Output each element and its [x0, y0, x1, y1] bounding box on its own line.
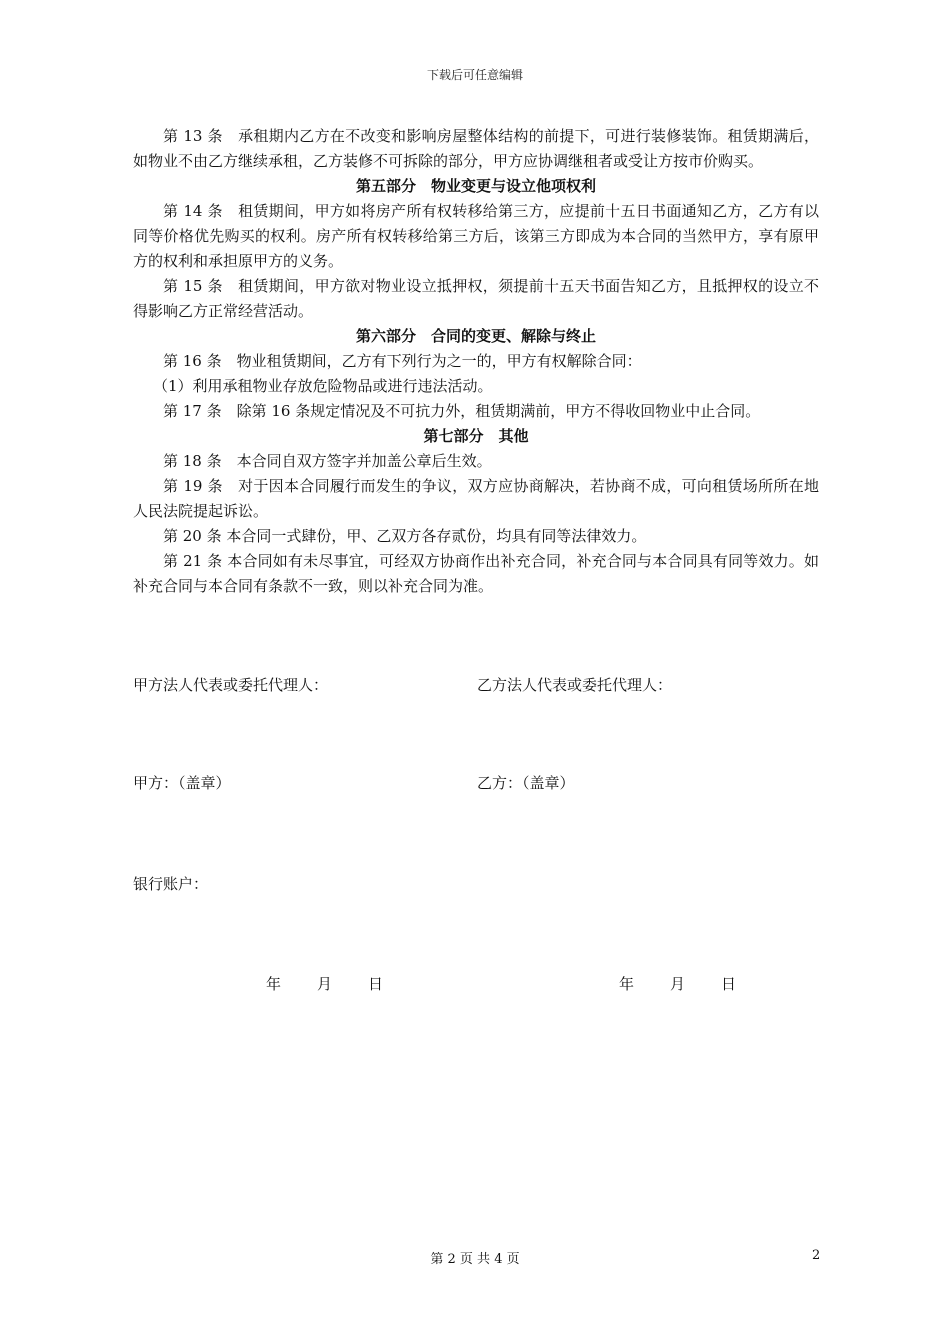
page-header: 下载后可任意编辑: [426, 68, 523, 82]
article-15: 第 15 条 租赁期间，甲方欲对物业设立抵押权，须提前十五天书面告知乙方，且抵押权的设立不得影响乙方正常经营活动。: [133, 277, 819, 320]
section-6-heading: 第六部分 合同的变更、解除与终止: [355, 327, 596, 345]
contract-body: [133, 124, 819, 599]
party-a-date: [266, 973, 383, 994]
article-16: 第 16 条 物业租赁期间，乙方有下列行为之一的，甲方有权解除合同：: [163, 352, 642, 370]
day-label: 日: [368, 975, 384, 993]
article-17: 第 17 条 除第 16 条规定情况及不可抗力外，租赁期满前，甲方不得收回物业中止合同。: [163, 402, 761, 420]
page-footer: 第 2 页 共 4 页: [430, 1252, 520, 1267]
party-b-seal-label: 乙方：（盖章）: [477, 774, 575, 792]
article-18: 第 18 条 本合同自双方签字并加盖公章后生效。: [163, 452, 492, 470]
section-7-heading: 第七部分 其他: [423, 427, 529, 445]
month-label: 月: [670, 975, 686, 993]
year-label: 年: [619, 975, 635, 993]
bank-account-label: 银行账户：: [133, 875, 209, 893]
article-14: 第 14 条 租赁期间，甲方如将房产所有权转移给第三方，应提前十五日书面通知乙方，乙方有以同等价格优先购买的权利。房产所有权转移给第三方后，该第三方即成为本合同的当然甲方，享有原甲方的权利和承担原甲方的义务。: [133, 202, 819, 270]
party-b-date: [619, 973, 736, 994]
day-label: 日: [721, 975, 737, 993]
page-number: 2: [812, 1248, 821, 1263]
party-a-seal-label: 甲方：（盖章）: [133, 774, 231, 792]
year-label: 年: [266, 975, 282, 993]
section-5-heading: 第五部分 物业变更与设立他项权利: [355, 177, 596, 195]
party-a-representative-label: 甲方法人代表或委托代理人：: [133, 676, 329, 694]
party-b-representative-label: 乙方法人代表或委托代理人：: [477, 676, 673, 694]
month-label: 月: [317, 975, 333, 993]
article-20: 第 20 条 本合同一式肆份，甲、乙双方各存贰份，均具有同等法律效力。: [163, 527, 647, 545]
article-21: 第 21 条 本合同如有未尽事宜，可经双方协商作出补充合同，补充合同与本合同具有同等效力。如补充合同与本合同有条款不一致，则以补充合同为准。: [133, 552, 819, 595]
article-19: 第 19 条 对于因本合同履行而发生的争议，双方应协商解决，若协商不成，可向租赁场所所在地人民法院提起诉讼。: [133, 477, 819, 520]
article-13: 第 13 条 承租期内乙方在不改变和影响房屋整体结构的前提下，可进行装修装饰。租赁期满后，如物业不由乙方继续承租，乙方装修不可拆除的部分，甲方应协调继租者或受让方按市价购买。: [133, 127, 819, 170]
article-16-item-1: （1）利用承租物业存放危险物品或进行违法活动。: [153, 377, 493, 395]
